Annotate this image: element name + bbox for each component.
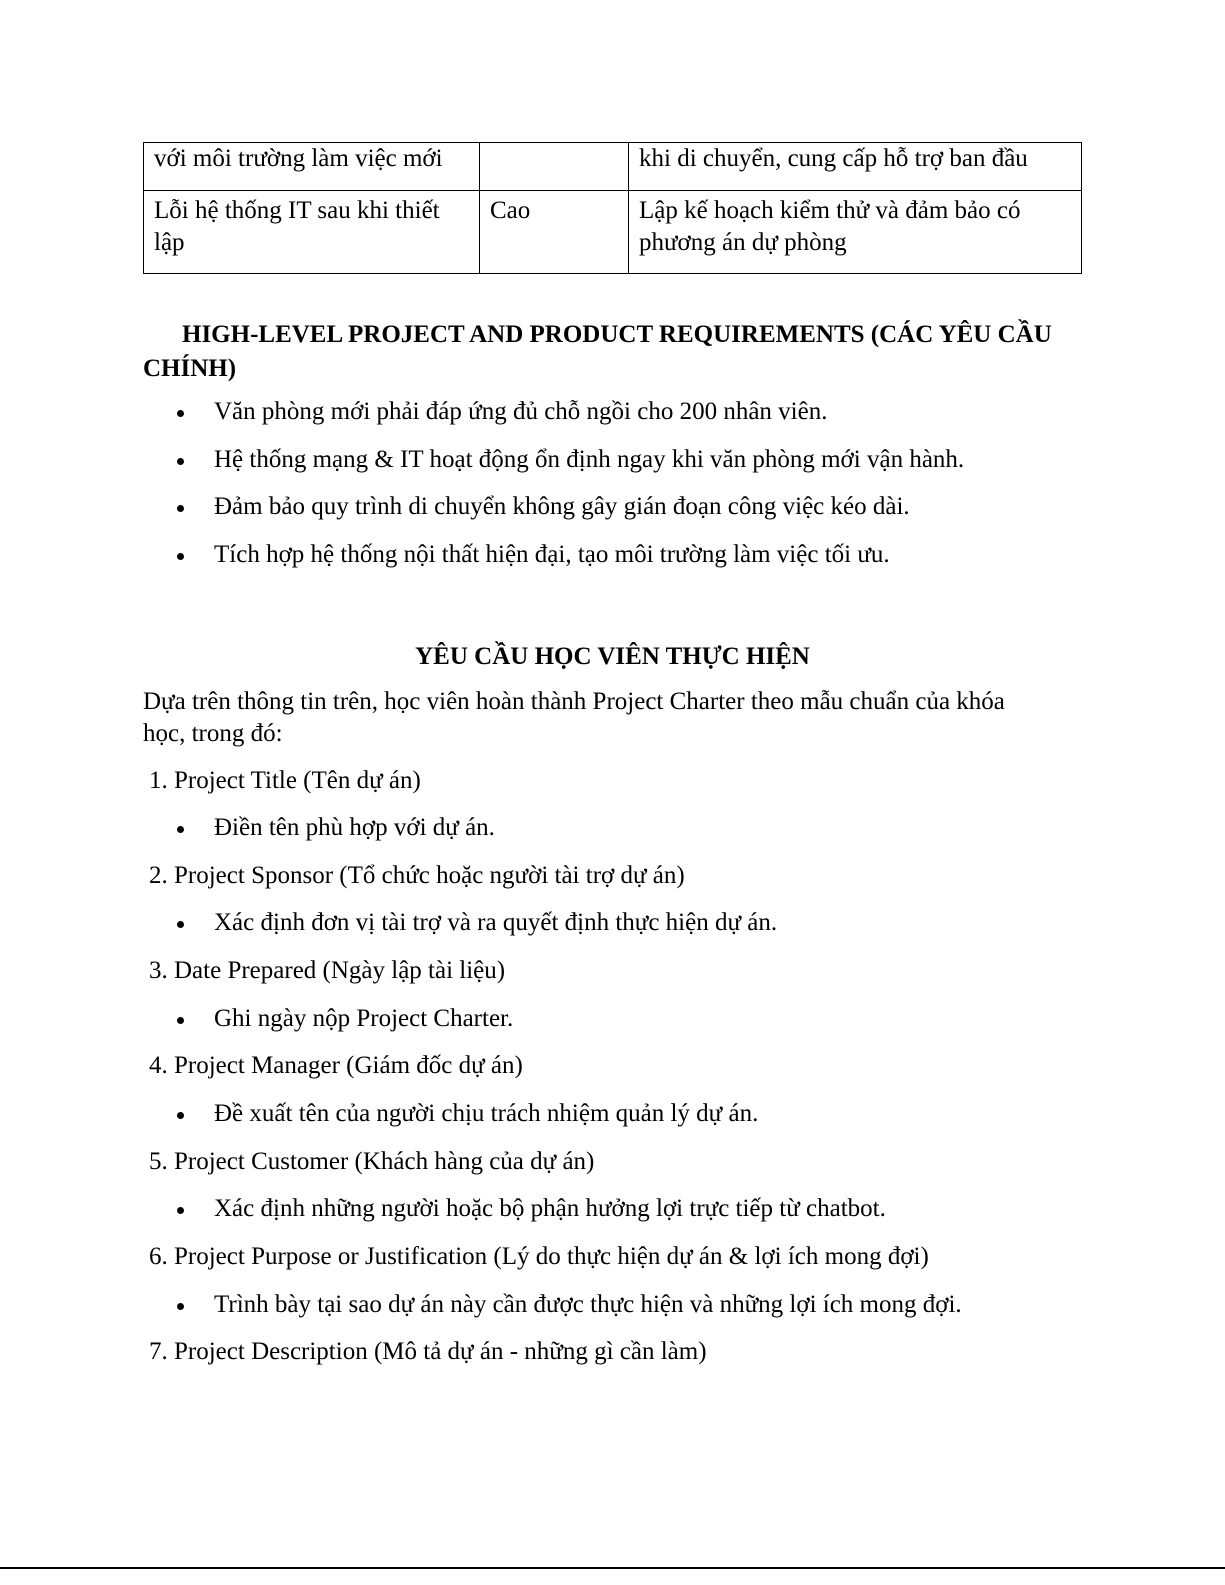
bullet-icon xyxy=(177,1303,184,1310)
numbered-item: 7. Project Description (Mô tả dự án - những gì cần làm) xyxy=(149,1338,707,1365)
table-cell: với môi trường làm việc mới xyxy=(144,143,480,191)
list-item-text: Văn phòng mới phải đáp ứng đủ chỗ ngồi cho 200 nhân viên. xyxy=(214,398,828,425)
numbered-item: 2. Project Sponsor (Tổ chức hoặc người tài trợ dự án) xyxy=(149,862,685,889)
sub-bullet xyxy=(143,907,777,939)
list-item xyxy=(143,491,964,539)
bullet-icon xyxy=(177,553,184,560)
list-item-text: Hệ thống mạng & IT hoạt động ổn định ngay khi văn phòng mới vận hành. xyxy=(214,445,965,473)
numbered-item: 1. Project Title (Tên dự án) xyxy=(149,767,421,794)
assignment-heading: YÊU CẦU HỌC VIÊN THỰC HIỆN xyxy=(415,643,810,670)
table-cell: Lỗi hệ thống IT sau khi thiết lập xyxy=(144,191,480,274)
list-item xyxy=(143,444,964,492)
sub-bullet xyxy=(143,812,495,844)
list-item xyxy=(143,396,964,444)
table-cell: Lập kế hoạch kiểm thử và đảm bảo có phương án dự phòng xyxy=(629,191,1082,274)
table-cell xyxy=(480,143,629,191)
bullet-icon xyxy=(177,505,184,512)
bullet-icon xyxy=(177,410,184,417)
bullet-icon xyxy=(177,921,184,928)
sub-bullet-text: Xác định những người hoặc bộ phận hưởng lợi trực tiếp từ chatbot. xyxy=(214,1195,886,1222)
list-item xyxy=(143,539,964,587)
sub-bullet xyxy=(143,1193,886,1225)
sub-bullet xyxy=(143,1098,758,1130)
table-cell: khi di chuyển, cung cấp hỗ trợ ban đầu xyxy=(629,143,1082,191)
sub-bullet-text: Xác định đơn vị tài trợ và ra quyết định thực hiện dự án. xyxy=(214,909,778,936)
bullet-icon xyxy=(177,1112,184,1119)
table-cell: Cao xyxy=(480,191,629,274)
sub-bullet xyxy=(143,1289,962,1321)
list-item-text: Tích hợp hệ thống nội thất hiện đại, tạo môi trường làm việc tối ưu. xyxy=(214,540,890,568)
table-row xyxy=(144,191,1082,274)
requirements-heading: HIGH-LEVEL PROJECT AND PRODUCT REQUIREMENTS (CÁC YÊU CẦU CHÍNH) xyxy=(143,321,1052,382)
sub-bullet-text: Đề xuất tên của người chịu trách nhiệm quản lý dự án. xyxy=(214,1100,759,1127)
sub-bullet-text: Điền tên phù hợp với dự án. xyxy=(214,814,495,841)
numbered-item: 3. Date Prepared (Ngày lập tài liệu) xyxy=(149,957,506,984)
numbered-item: 5. Project Customer (Khách hàng của dự án) xyxy=(149,1148,595,1175)
sub-bullet xyxy=(143,1003,513,1035)
table-row xyxy=(144,143,1082,191)
list-item-text: Đảm bảo quy trình di chuyển không gây gián đoạn công việc kéo dài. xyxy=(214,493,910,520)
numbered-item: 6. Project Purpose or Justification (Lý do thực hiện dự án & lợi ích mong đợi) xyxy=(149,1243,929,1270)
bullet-icon xyxy=(177,1207,184,1214)
bullet-icon xyxy=(177,458,184,465)
sub-bullet-text: Trình bày tại sao dự án này cần được thực hiện và những lợi ích mong đợi. xyxy=(214,1291,962,1318)
numbered-item: 4. Project Manager (Giám đốc dự án) xyxy=(149,1052,523,1079)
assignment-intro: Dựa trên thông tin trên, học viên hoàn thành Project Charter theo mẫu chuẩn của khóa học, trong đó: xyxy=(143,688,1005,747)
risk-table xyxy=(143,142,1082,274)
bullet-icon xyxy=(177,826,184,833)
bullet-icon xyxy=(177,1017,184,1024)
sub-bullet-text: Ghi ngày nộp Project Charter. xyxy=(214,1005,514,1032)
page-bottom-rule xyxy=(0,1567,1225,1569)
requirements-list xyxy=(143,396,964,586)
